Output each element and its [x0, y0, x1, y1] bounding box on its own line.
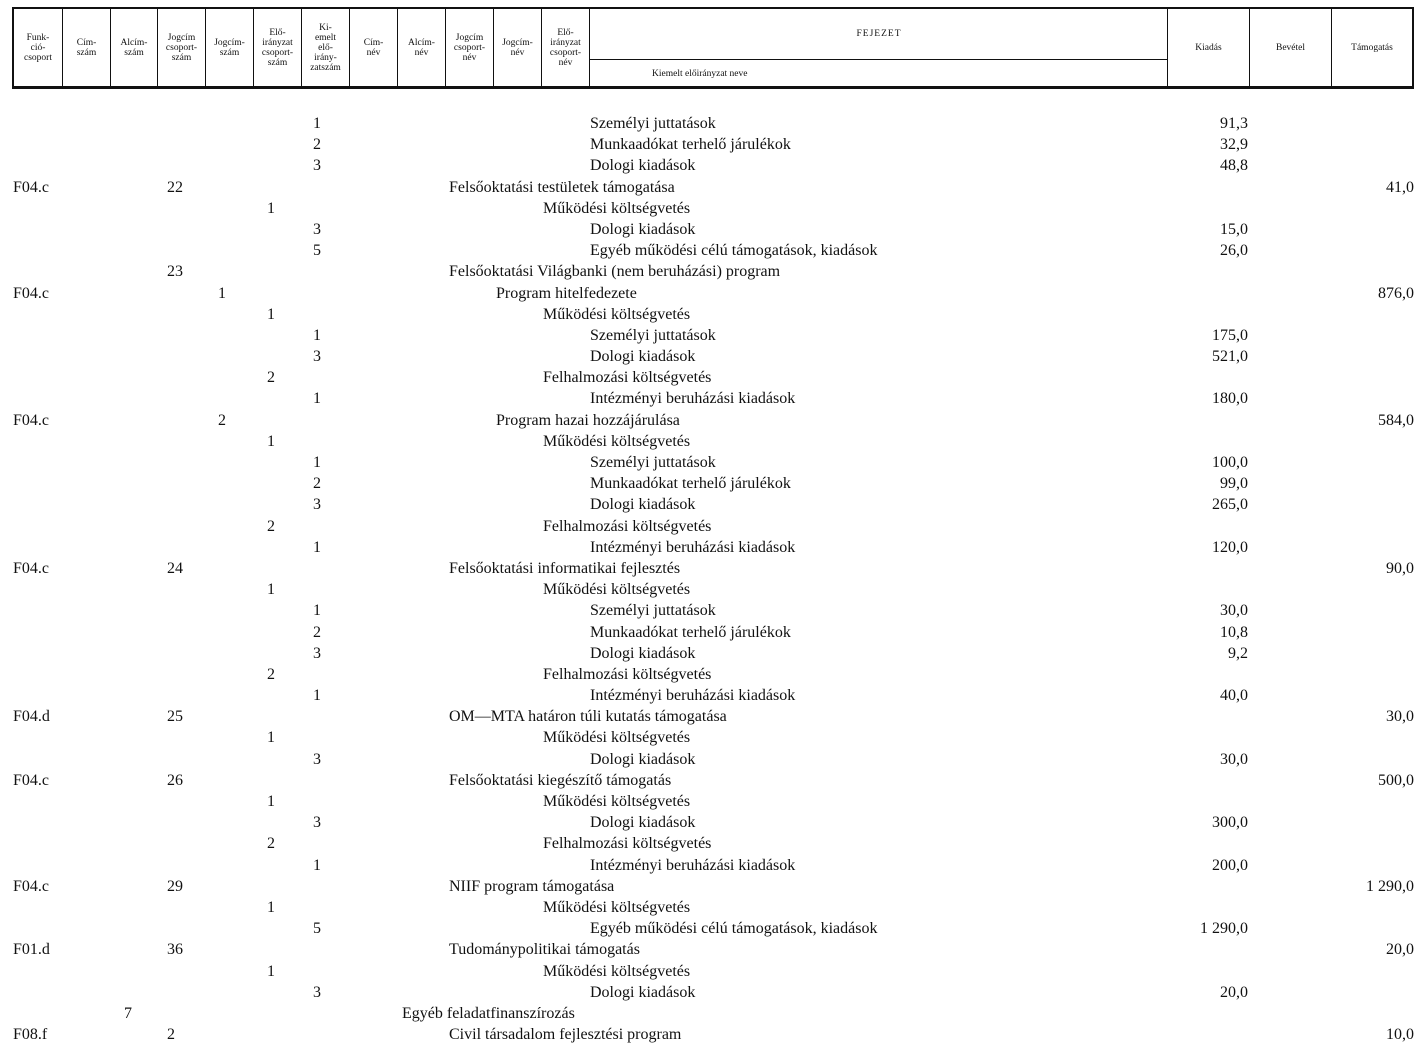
funkcio-csoport-cell: F01.d [13, 941, 50, 959]
funkcio-csoport-cell: F04.c [13, 771, 49, 789]
kiadas-cell: 99,0 [1220, 475, 1248, 493]
jogcimcsoport-szam-cell: 23 [167, 263, 183, 281]
funkcio-csoport-cell: F04.c [13, 877, 49, 895]
funkcio-csoport-cell: F04.c [13, 559, 49, 577]
table-row [0, 325, 1428, 346]
table-row [0, 134, 1428, 155]
kiadas-cell: 20,0 [1220, 983, 1248, 1001]
item-name-cell: Dologi kiadások [590, 814, 696, 832]
item-name-cell: Dologi kiadások [590, 348, 696, 366]
table-header [12, 7, 1414, 89]
jogcimcsoport-szam-cell: 25 [167, 708, 183, 726]
table-row [0, 388, 1428, 409]
item-name-cell: Felsőoktatási testületek támogatása [449, 178, 675, 196]
col-header-funkcio-csoport: Funk- ció- csoport [14, 9, 63, 86]
item-name-cell: Felhalmozási költségvetés [543, 517, 712, 535]
kiemelt-eloiranyzat-szam-cell: 2 [313, 623, 321, 641]
eloiranyzat-csoport-szam-cell: 1 [267, 729, 275, 747]
jogcimcsoport-szam-cell: 24 [167, 559, 183, 577]
table-row [0, 664, 1428, 685]
item-name-cell: Működési költségvetés [543, 432, 691, 450]
eloiranyzat-csoport-szam-cell: 1 [267, 793, 275, 810]
eloiranyzat-csoport-szam-cell: 1 [267, 898, 275, 916]
item-name-cell: Felsőoktatási informatikai fejlesztés [449, 559, 681, 577]
col-header-tamogatas: Támogatás [1351, 42, 1393, 53]
kiadas-cell: 180,0 [1212, 390, 1248, 408]
item-name-cell: Működési költségvetés [543, 581, 691, 599]
item-name-cell: Működési költségvetés [543, 305, 691, 323]
funkcio-csoport-cell: F04.d [13, 708, 50, 726]
item-name-cell: Működési költségvetés [543, 729, 691, 747]
item-name-cell: Személyi juttatások [590, 115, 716, 132]
kiemelt-eloiranyzat-szam-cell: 1 [313, 856, 321, 874]
table-row [0, 770, 1428, 791]
jogcim-szam-cell: 2 [218, 411, 226, 429]
eloiranyzat-csoport-szam-cell: 1 [267, 199, 275, 217]
item-name-cell: NIIF program támogatása [449, 877, 615, 895]
col-header-cim-nev: Cím- név [350, 9, 398, 86]
col-header-alcim-nev: Alcím- név [398, 9, 446, 86]
item-name-cell: Dologi kiadások [590, 157, 696, 175]
table-row [0, 452, 1428, 473]
kiadas-cell: 175,0 [1212, 326, 1248, 344]
item-name-cell: Intézményi beruházási kiadások [590, 687, 796, 705]
kiadas-cell: 200,0 [1212, 856, 1248, 874]
funkcio-csoport-cell: F08.f [13, 1026, 48, 1044]
table-row [0, 897, 1428, 918]
kiadas-cell: 30,0 [1220, 750, 1248, 768]
kiemelt-eloiranyzat-szam-cell: 1 [313, 454, 321, 471]
item-name-cell: Dologi kiadások [590, 983, 696, 1001]
item-name-cell: Személyi juttatások [590, 454, 716, 471]
kiadas-cell: 15,0 [1220, 220, 1248, 238]
item-name-cell: Dologi kiadások [590, 496, 696, 514]
eloiranyzat-csoport-szam-cell: 1 [267, 581, 275, 599]
table-row [0, 494, 1428, 515]
item-name-cell: Felsőoktatási kiegészítő támogatás [449, 771, 672, 789]
item-name-cell: Működési költségvetés [543, 962, 691, 980]
item-name-cell: Civil társadalom fejlesztési program [449, 1026, 682, 1044]
col-header-kiadas: Kiadás [1168, 9, 1250, 86]
table-row [0, 643, 1428, 664]
jogcimcsoport-szam-cell: 2 [167, 1026, 175, 1044]
col-header-eloiranyzat-csoport-nev: Elő- irányzat csoport- név [542, 9, 590, 86]
kiadas-cell: 48,8 [1220, 157, 1248, 175]
kiemelt-eloiranyzat-szam-cell: 3 [313, 220, 321, 238]
item-name-cell: Intézményi beruházási kiadások [590, 856, 796, 874]
eloiranyzat-csoport-szam-cell: 1 [267, 962, 275, 980]
col-header-kiemelt-eloiranyzat-szam: Ki- emelt elő- irány- zatszám [302, 9, 350, 86]
kiemelt-eloiranyzat-szam-cell: 1 [313, 538, 321, 556]
item-name-cell: Program hitelfedezete [496, 284, 637, 302]
item-name-cell: Működési költségvetés [543, 199, 691, 217]
table-row [0, 1003, 1428, 1024]
col-header-cim-szam: Cím- szám [63, 9, 111, 86]
tamogatas-cell: 41,0 [1386, 178, 1414, 196]
fejezet-divider [590, 59, 1168, 60]
kiadas-cell: 40,0 [1220, 687, 1248, 705]
item-name-cell: Felhalmozási költségvetés [543, 835, 712, 853]
item-name-cell: Működési költségvetés [543, 898, 691, 916]
table-row [0, 219, 1428, 240]
kiadas-cell: 30,0 [1220, 602, 1248, 620]
kiemelt-eloiranyzat-szam-cell: 2 [313, 475, 321, 493]
item-name-cell: Munkaadókat terhelő járulékok [590, 623, 791, 641]
kiadas-cell: 10,8 [1220, 623, 1248, 641]
kiemelt-eloiranyzat-szam-cell: 2 [313, 136, 321, 154]
item-name-cell: Működési költségvetés [543, 793, 691, 810]
item-name-cell: Munkaadókat terhelő járulékok [590, 136, 791, 154]
eloiranyzat-csoport-szam-cell: 2 [267, 517, 275, 535]
col-header-jogcim-szam: Jogcím- szám [206, 9, 254, 86]
funkcio-csoport-cell: F04.c [13, 284, 49, 302]
table-row [0, 1024, 1428, 1045]
table-row [0, 727, 1428, 748]
item-name-cell: Egyéb feladatfinanszírozás [402, 1004, 575, 1022]
table-row [0, 113, 1428, 134]
table-row [0, 410, 1428, 431]
table-row [0, 706, 1428, 727]
item-name-cell: Felhalmozási költségvetés [543, 369, 712, 387]
kiadas-cell: 265,0 [1212, 496, 1248, 514]
kiadas-cell: 9,2 [1228, 644, 1248, 662]
tamogatas-cell: 500,0 [1378, 771, 1414, 789]
kiemelt-eloiranyzat-szam-cell: 3 [313, 496, 321, 514]
col-header-eloiranyzat-csoport-szam: Elő- irányzat csoport- szám [254, 9, 302, 86]
kiemelt-eloiranyzat-szam-cell: 1 [313, 602, 321, 620]
item-name-cell: OM—MTA határon túli kutatás támogatása [449, 708, 727, 726]
item-name-cell: Felhalmozási költségvetés [543, 665, 712, 683]
table-row [0, 155, 1428, 176]
item-name-cell: Felsőoktatási Világbanki (nem beruházási) program [449, 263, 781, 281]
jogcimcsoport-szam-cell: 22 [167, 178, 183, 196]
table-row [0, 600, 1428, 621]
table-row [0, 537, 1428, 558]
table-row [0, 876, 1428, 897]
budget-table-body [0, 113, 1428, 1045]
table-row [0, 367, 1428, 388]
item-name-cell: Tudománypolitikai támogatás [449, 941, 640, 959]
kiadas-cell: 100,0 [1212, 454, 1248, 471]
kiadas-cell: 120,0 [1212, 538, 1248, 556]
eloiranyzat-csoport-szam-cell: 2 [267, 665, 275, 683]
kiemelt-eloiranyzat-szam-cell: 3 [313, 814, 321, 832]
table-row [0, 198, 1428, 219]
kiadas-cell: 91,3 [1220, 115, 1248, 132]
item-name-cell: Intézményi beruházási kiadások [590, 538, 796, 556]
kiemelt-eloiranyzat-szam-cell: 3 [313, 157, 321, 175]
kiemelt-eloiranyzat-szam-cell: 3 [313, 983, 321, 1001]
fejezet-title: FEJEZET [856, 29, 902, 39]
item-name-cell: Személyi juttatások [590, 326, 716, 344]
kiadas-cell: 26,0 [1220, 242, 1248, 260]
table-row [0, 685, 1428, 706]
tamogatas-cell: 30,0 [1386, 708, 1414, 726]
table-row [0, 749, 1428, 770]
jogcimcsoport-szam-cell: 26 [167, 771, 183, 789]
eloiranyzat-csoport-szam-cell: 1 [267, 305, 275, 323]
table-row [0, 918, 1428, 939]
kiemelt-eloiranyzat-szam-cell: 5 [313, 242, 321, 260]
kiadas-cell: 1 290,0 [1200, 920, 1248, 938]
table-row [0, 791, 1428, 812]
table-row [0, 431, 1428, 452]
kiemelt-eloiranyzat-neve-label: Kiemelt előirányzat neve [652, 69, 748, 79]
table-row [0, 240, 1428, 261]
kiemelt-eloiranyzat-szam-cell: 1 [313, 390, 321, 408]
tamogatas-cell: 10,0 [1386, 1026, 1414, 1044]
kiemelt-eloiranyzat-szam-cell: 3 [313, 750, 321, 768]
table-row [0, 855, 1428, 876]
tamogatas-cell: 20,0 [1386, 941, 1414, 959]
tamogatas-cell: 1 290,0 [1366, 877, 1414, 895]
table-row [0, 261, 1428, 282]
funkcio-csoport-cell: F04.c [13, 178, 49, 196]
kiemelt-eloiranyzat-szam-cell: 3 [313, 644, 321, 662]
col-header-jogcim-nev: Jogcím- név [494, 9, 542, 86]
table-row [0, 622, 1428, 643]
item-name-cell: Intézményi beruházási kiadások [590, 390, 796, 408]
col-header-jogcimcsoport-nev: Jogcím csoport- név [446, 9, 494, 86]
kiadas-cell: 32,9 [1220, 136, 1248, 154]
table-row [0, 177, 1428, 198]
item-name-cell: Egyéb működési célú támogatások, kiadások [590, 242, 878, 260]
tamogatas-cell: 90,0 [1386, 559, 1414, 577]
eloiranyzat-csoport-szam-cell: 1 [267, 432, 275, 450]
cim-szam-cell: 7 [124, 1004, 132, 1022]
col-header-jogcimcsoport-szam: Jogcím csoport- szám [158, 9, 206, 86]
item-name-cell: Dologi kiadások [590, 220, 696, 238]
table-row [0, 473, 1428, 494]
kiemelt-eloiranyzat-szam-cell: 1 [313, 326, 321, 344]
item-name-cell: Dologi kiadások [590, 644, 696, 662]
tamogatas-cell: 876,0 [1378, 284, 1414, 302]
jogcim-szam-cell: 1 [218, 284, 226, 302]
jogcimcsoport-szam-cell: 29 [167, 877, 183, 895]
jogcimcsoport-szam-cell: 36 [167, 941, 183, 959]
table-row [0, 516, 1428, 537]
item-name-cell: Személyi juttatások [590, 602, 716, 620]
col-header-alcim-szam: Alcím- szám [111, 9, 158, 86]
kiemelt-eloiranyzat-szam-cell: 5 [313, 920, 321, 938]
col-header-bevetel: Bevétel [1250, 9, 1332, 86]
kiadas-cell: 300,0 [1212, 814, 1248, 832]
table-row [0, 558, 1428, 579]
kiadas-cell: 521,0 [1212, 348, 1248, 366]
eloiranyzat-csoport-szam-cell: 2 [267, 835, 275, 853]
item-name-cell: Munkaadókat terhelő járulékok [590, 475, 791, 493]
kiemelt-eloiranyzat-szam-cell: 1 [313, 115, 321, 132]
table-row [0, 283, 1428, 304]
funkcio-csoport-cell: F04.c [13, 411, 49, 429]
table-row [0, 833, 1428, 854]
item-name-cell: Dologi kiadások [590, 750, 696, 768]
item-name-cell: Program hazai hozzájárulása [496, 411, 680, 429]
table-row [0, 579, 1428, 600]
table-row [0, 982, 1428, 1003]
table-row [0, 939, 1428, 960]
eloiranyzat-csoport-szam-cell: 2 [267, 369, 275, 387]
tamogatas-cell: 584,0 [1378, 411, 1414, 429]
table-row [0, 304, 1428, 325]
table-row [0, 812, 1428, 833]
item-name-cell: Egyéb működési célú támogatások, kiadások [590, 920, 878, 938]
table-row [0, 961, 1428, 982]
kiemelt-eloiranyzat-szam-cell: 1 [313, 687, 321, 705]
table-row [0, 346, 1428, 367]
kiemelt-eloiranyzat-szam-cell: 3 [313, 348, 321, 366]
